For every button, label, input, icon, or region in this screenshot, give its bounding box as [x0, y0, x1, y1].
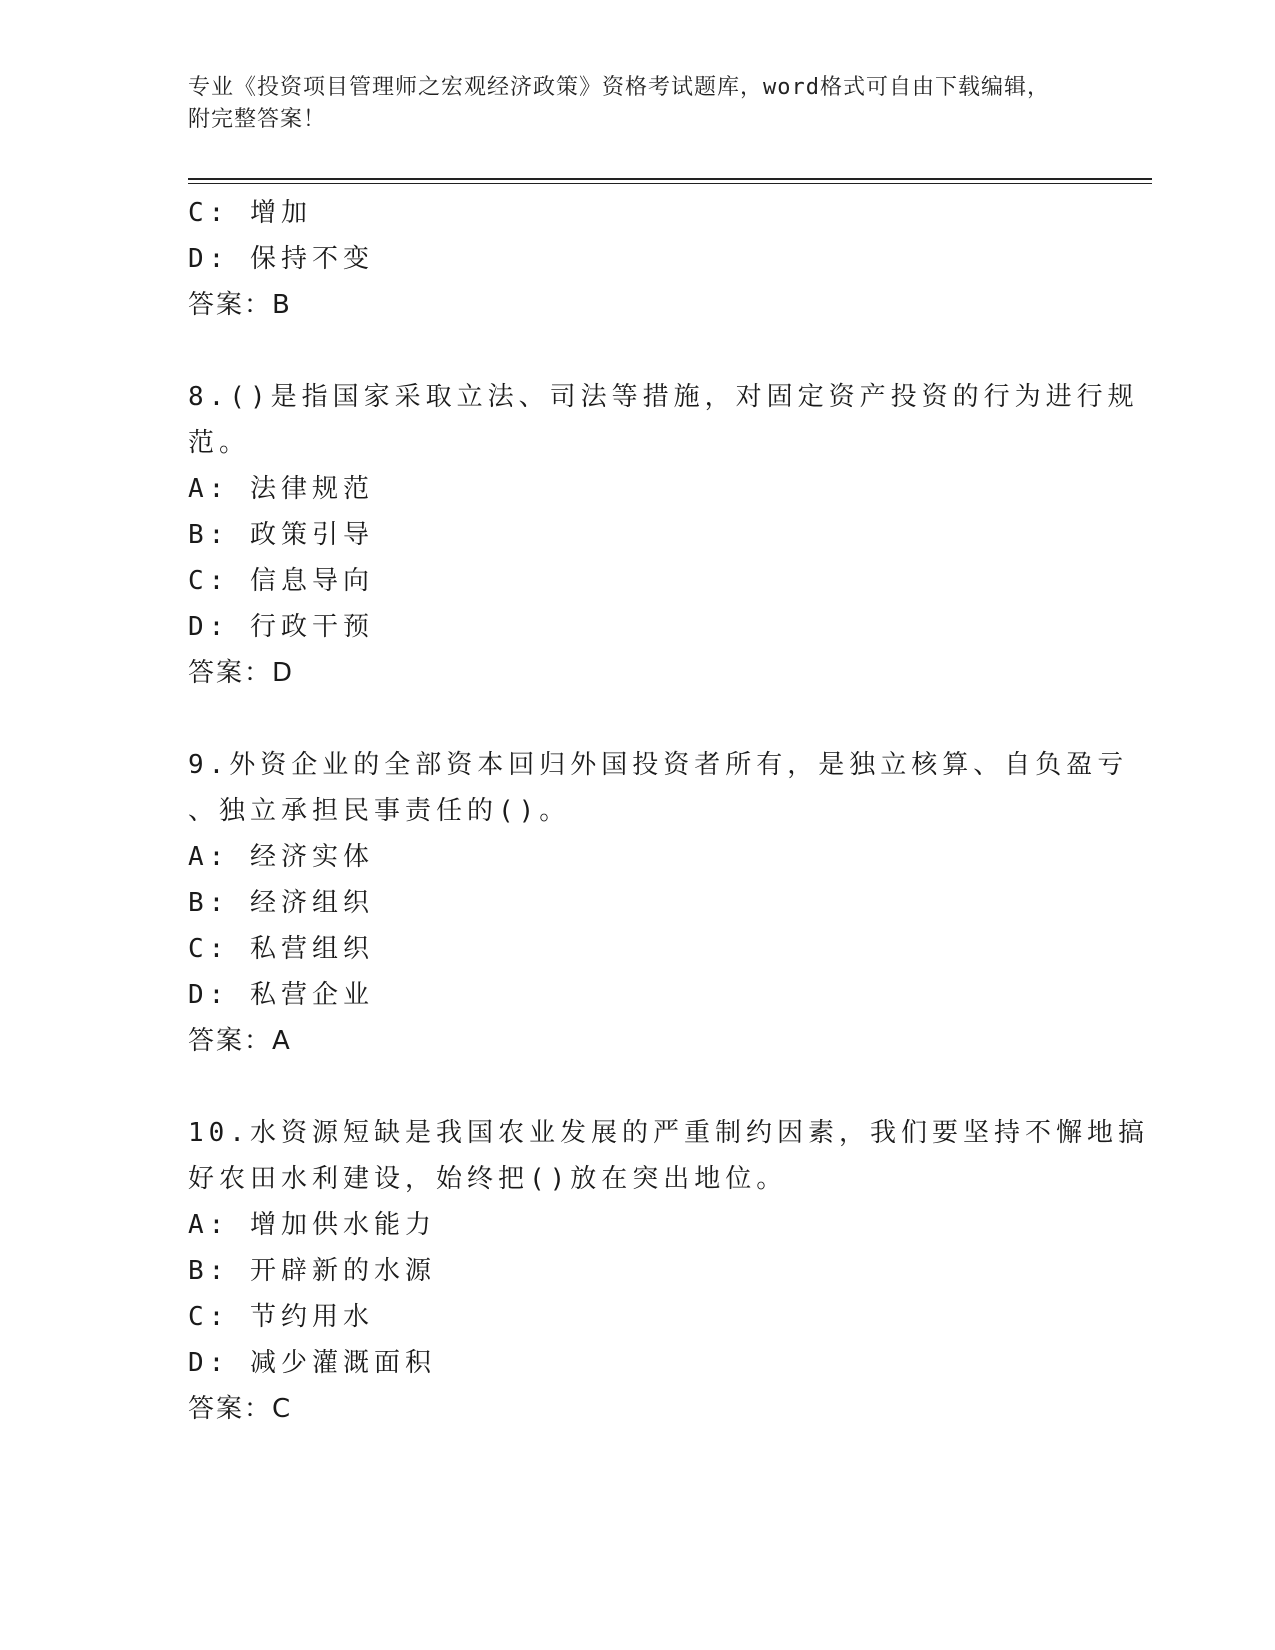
option-a: A: 经济实体 [188, 842, 374, 872]
option-b: B: 政策引导 [188, 520, 374, 550]
answer: 答案：B [188, 290, 292, 320]
question-stem-line: 8.()是指国家采取立法、司法等措施，对固定资产投资的行为进行规 [188, 382, 1139, 412]
question-stem-line: 9.外资企业的全部资本回归外国投资者所有，是独立核算、自负盈亏 [188, 750, 1129, 780]
question-7 [188, 190, 1088, 328]
spacer [188, 328, 1088, 374]
spacer [188, 1064, 1088, 1110]
header-divider-thin [188, 183, 1152, 184]
question-8 [188, 374, 1139, 696]
option-b: B: 经济组织 [188, 888, 374, 918]
question-10 [188, 1110, 1149, 1432]
option-b: B: 开辟新的水源 [188, 1256, 436, 1286]
answer: 答案：A [188, 1026, 292, 1056]
option-c: C: 节约用水 [188, 1302, 374, 1332]
question-stem-line: 10.水资源短缺是我国农业发展的严重制约因素，我们要坚持不懈地搞 [188, 1118, 1149, 1148]
option-a: A: 法律规范 [188, 474, 374, 504]
document-header: 专业《投资项目管理师之宏观经济政策》资格考试题库，word格式可自由下载编辑，附完整答案！ [188, 75, 1050, 132]
option-c: C: 私营组织 [188, 934, 374, 964]
spacer [188, 696, 1088, 742]
option-d: D: 私营企业 [188, 980, 374, 1010]
option-c: C: 增加 [188, 198, 312, 228]
answer: 答案：C [188, 1394, 293, 1424]
question-stem-line: 好农田水利建设，始终把()放在突出地位。 [188, 1164, 788, 1194]
option-d: D: 行政干预 [188, 612, 374, 642]
question-stem-line: 、独立承担民事责任的()。 [188, 796, 571, 826]
option-d: D: 减少灌溉面积 [188, 1348, 436, 1378]
option-a: A: 增加供水能力 [188, 1210, 436, 1240]
question-stem-line: 范。 [188, 428, 251, 458]
option-d: D: 保持不变 [188, 244, 374, 274]
question-9 [188, 742, 1129, 1064]
header-divider-thick [188, 178, 1152, 180]
option-c: C: 信息导向 [188, 566, 374, 596]
answer: 答案：D [188, 658, 295, 688]
question-list [188, 190, 1149, 1432]
